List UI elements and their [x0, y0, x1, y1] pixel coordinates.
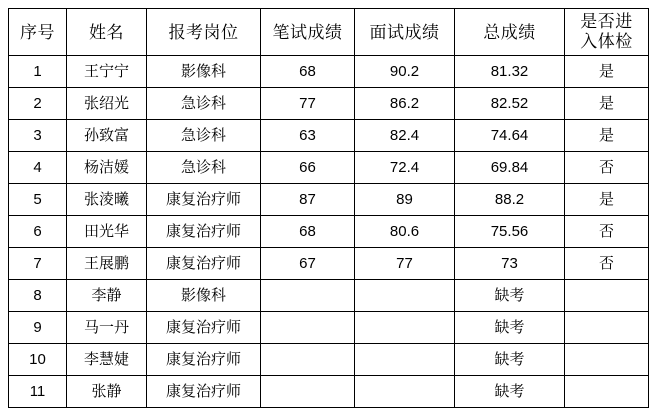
- column-header-post: 报考岗位: [147, 9, 261, 56]
- cell-written-score: [261, 312, 355, 344]
- column-header-interview-score: 面试成绩: [355, 9, 455, 56]
- cell-total-score: 69.84: [455, 152, 565, 184]
- cell-medical-check: 否: [565, 216, 649, 248]
- cell-written-score: 63: [261, 120, 355, 152]
- cell-interview-score: [355, 344, 455, 376]
- column-header-medical-check: [565, 9, 649, 56]
- cell-medical-check: 是: [565, 56, 649, 88]
- table-row: [9, 376, 649, 408]
- cell-total-score: 缺考: [455, 280, 565, 312]
- cell-post: 影像科: [147, 56, 261, 88]
- cell-index: 7: [9, 248, 67, 280]
- cell-name: 王宁宁: [67, 56, 147, 88]
- cell-interview-score: [355, 376, 455, 408]
- cell-post: 影像科: [147, 280, 261, 312]
- cell-index: 9: [9, 312, 67, 344]
- column-header-name: 姓名: [67, 9, 147, 56]
- cell-interview-score: 80.6: [355, 216, 455, 248]
- cell-medical-check: 是: [565, 120, 649, 152]
- cell-index: 3: [9, 120, 67, 152]
- cell-total-score: 73: [455, 248, 565, 280]
- cell-index: 10: [9, 344, 67, 376]
- cell-total-score: 74.64: [455, 120, 565, 152]
- cell-total-score: 缺考: [455, 312, 565, 344]
- cell-written-score: 68: [261, 56, 355, 88]
- cell-name: 张绍光: [67, 88, 147, 120]
- cell-medical-check: [565, 312, 649, 344]
- cell-interview-score: 89: [355, 184, 455, 216]
- cell-name: 李静: [67, 280, 147, 312]
- cell-medical-check: 是: [565, 184, 649, 216]
- cell-total-score: 82.52: [455, 88, 565, 120]
- cell-written-score: [261, 376, 355, 408]
- cell-interview-score: 77: [355, 248, 455, 280]
- cell-total-score: 缺考: [455, 376, 565, 408]
- cell-interview-score: [355, 280, 455, 312]
- cell-written-score: 67: [261, 248, 355, 280]
- cell-total-score: 缺考: [455, 344, 565, 376]
- table-row: [9, 216, 649, 248]
- column-header-total-score: 总成绩: [455, 9, 565, 56]
- cell-post: 康复治疗师: [147, 216, 261, 248]
- column-header-medical-check-line1: 是否进: [580, 12, 633, 31]
- table-row: [9, 280, 649, 312]
- cell-interview-score: 72.4: [355, 152, 455, 184]
- cell-interview-score: 86.2: [355, 88, 455, 120]
- cell-name: 张静: [67, 376, 147, 408]
- table-header: [9, 9, 649, 56]
- column-header-medical-check-line2: 入体检: [580, 32, 633, 51]
- cell-index: 8: [9, 280, 67, 312]
- cell-post: 康复治疗师: [147, 248, 261, 280]
- cell-name: 马一丹: [67, 312, 147, 344]
- cell-written-score: [261, 344, 355, 376]
- table-row: [9, 56, 649, 88]
- table-row: [9, 152, 649, 184]
- cell-name: 李慧婕: [67, 344, 147, 376]
- cell-index: 6: [9, 216, 67, 248]
- cell-name: 田光华: [67, 216, 147, 248]
- table-row: [9, 184, 649, 216]
- cell-medical-check: [565, 344, 649, 376]
- cell-written-score: [261, 280, 355, 312]
- cell-post: 急诊科: [147, 120, 261, 152]
- cell-name: 杨洁媛: [67, 152, 147, 184]
- header-row: [9, 9, 649, 56]
- cell-written-score: 66: [261, 152, 355, 184]
- cell-medical-check: 是: [565, 88, 649, 120]
- cell-total-score: 75.56: [455, 216, 565, 248]
- cell-medical-check: 否: [565, 152, 649, 184]
- table-row: [9, 312, 649, 344]
- column-header-index: 序号: [9, 9, 67, 56]
- cell-written-score: 68: [261, 216, 355, 248]
- cell-interview-score: [355, 312, 455, 344]
- cell-medical-check: [565, 376, 649, 408]
- cell-index: 11: [9, 376, 67, 408]
- cell-index: 4: [9, 152, 67, 184]
- cell-post: 康复治疗师: [147, 184, 261, 216]
- exam-results-table: [8, 8, 649, 408]
- cell-total-score: 88.2: [455, 184, 565, 216]
- table-row: [9, 344, 649, 376]
- cell-index: 5: [9, 184, 67, 216]
- cell-index: 1: [9, 56, 67, 88]
- cell-index: 2: [9, 88, 67, 120]
- cell-post: 康复治疗师: [147, 344, 261, 376]
- cell-total-score: 81.32: [455, 56, 565, 88]
- cell-medical-check: 否: [565, 248, 649, 280]
- cell-name: 王展鹏: [67, 248, 147, 280]
- cell-interview-score: 90.2: [355, 56, 455, 88]
- table-row: [9, 248, 649, 280]
- cell-post: 康复治疗师: [147, 376, 261, 408]
- cell-written-score: 77: [261, 88, 355, 120]
- cell-post: 康复治疗师: [147, 312, 261, 344]
- table-body: [9, 56, 649, 408]
- column-header-written-score: 笔试成绩: [261, 9, 355, 56]
- cell-written-score: 87: [261, 184, 355, 216]
- cell-medical-check: [565, 280, 649, 312]
- cell-name: 孙致富: [67, 120, 147, 152]
- cell-post: 急诊科: [147, 152, 261, 184]
- table-row: [9, 88, 649, 120]
- cell-interview-score: 82.4: [355, 120, 455, 152]
- cell-name: 张淩曦: [67, 184, 147, 216]
- table-row: [9, 120, 649, 152]
- cell-post: 急诊科: [147, 88, 261, 120]
